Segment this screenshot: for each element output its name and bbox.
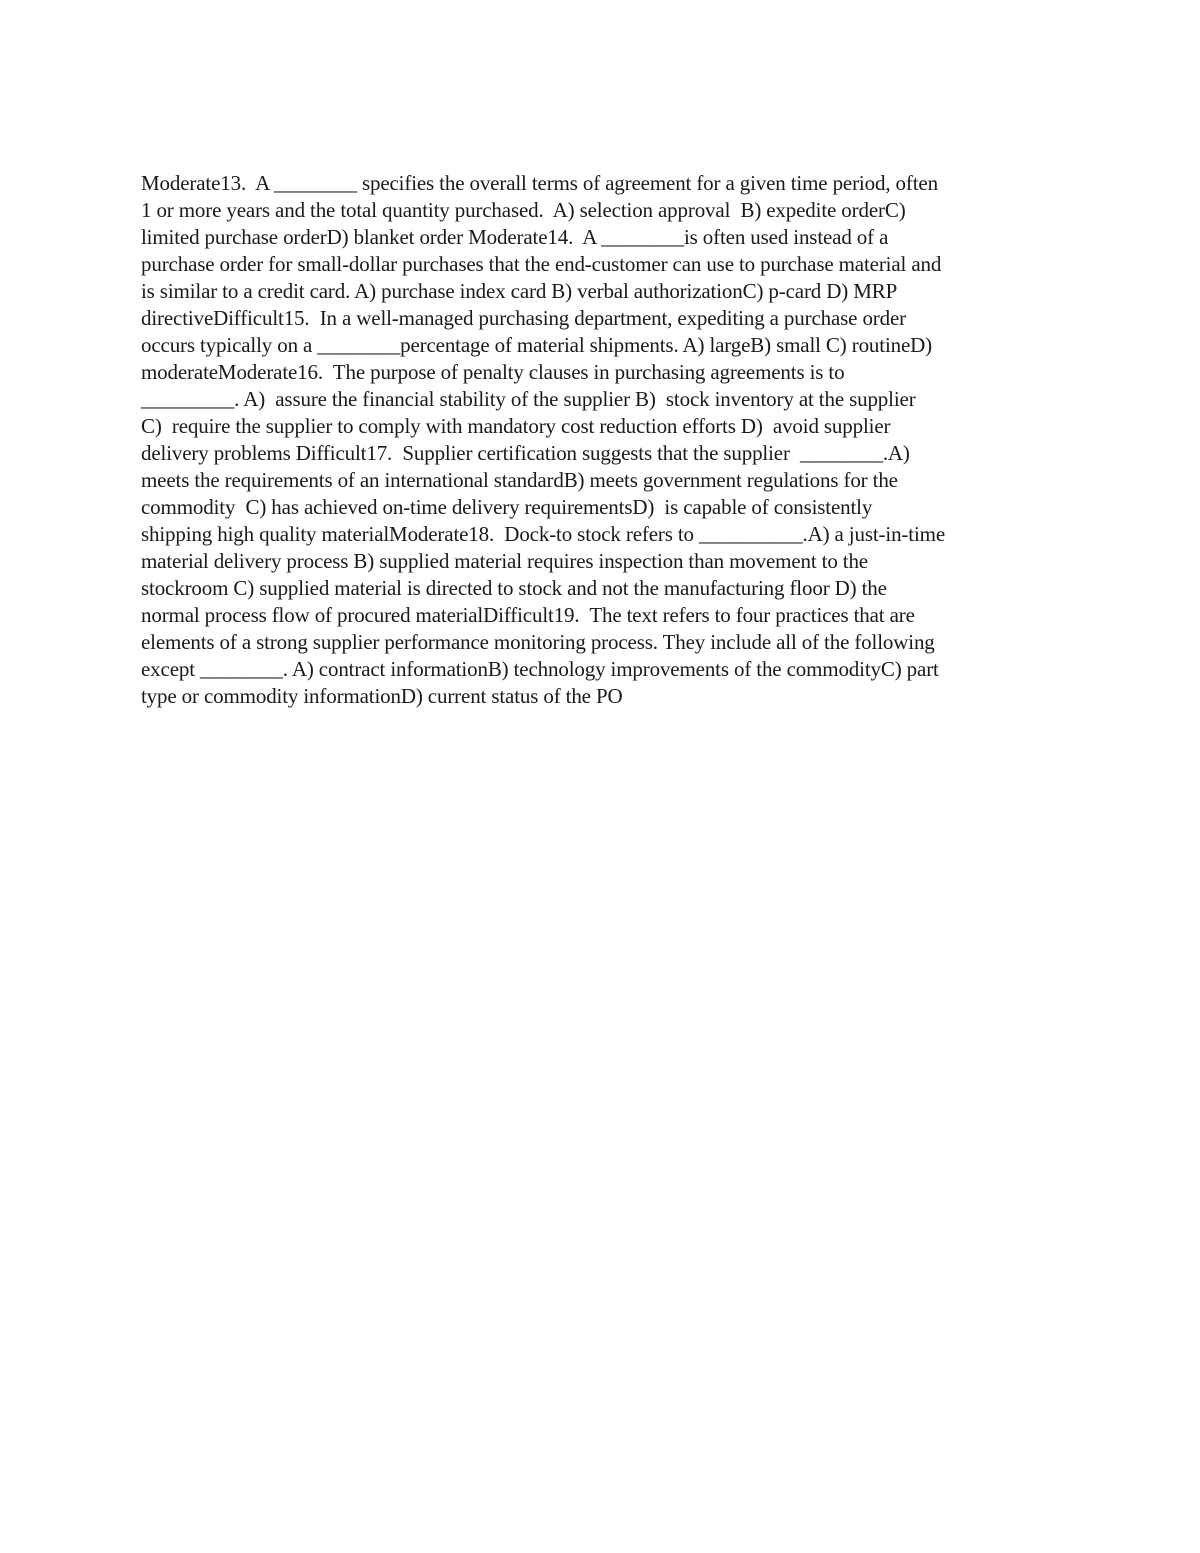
- text-line: purchase order for small-dollar purchases that the end-customer can use to purchase material and: [141, 252, 942, 276]
- text-line: type or commodity informationD) current status of the PO: [141, 684, 623, 708]
- text-line: C) require the supplier to comply with mandatory cost reduction efforts D) avoid supplier: [141, 414, 891, 438]
- text-line: shipping high quality materialModerate18. Dock-to stock refers to __________.A) a just-in-time: [141, 522, 945, 546]
- text-line: stockroom C) supplied material is directed to stock and not the manufacturing floor D) the: [141, 576, 887, 600]
- text-line: 1 or more years and the total quantity purchased. A) selection approval B) expedite orderC): [141, 198, 906, 222]
- text-line: occurs typically on a ________percentage of material shipments. A) largeB) small C) routineD): [141, 333, 933, 357]
- text-line: moderateModerate16. The purpose of penalty clauses in purchasing agreements is to: [141, 360, 845, 384]
- text-line: elements of a strong supplier performance monitoring process. They include all of the following: [141, 630, 935, 654]
- text-line: commodity C) has achieved on-time delivery requirementsD) is capable of consistently: [141, 495, 873, 519]
- text-line: delivery problems Difficult17. Supplier certification suggests that the supplier ________.A): [141, 441, 910, 465]
- text-line: meets the requirements of an international standardB) meets government regulations for the: [141, 468, 898, 492]
- text-line: Moderate13. A ________ specifies the overall terms of agreement for a given time period, often: [141, 171, 938, 195]
- text-line: directiveDifficult15. In a well-managed purchasing department, expediting a purchase order: [141, 306, 907, 330]
- text-line: normal process flow of procured materialDifficult19. The text refers to four practices that are: [141, 603, 915, 627]
- question-text-block: [141, 170, 1071, 710]
- text-line: is similar to a credit card. A) purchase index card B) verbal authorizationC) p-card D) MRP: [141, 279, 898, 303]
- text-line: material delivery process B) supplied material requires inspection than movement to the: [141, 549, 868, 573]
- text-line: except ________. A) contract informationB) technology improvements of the commodityC) part: [141, 657, 939, 681]
- text-line: limited purchase orderD) blanket order Moderate14. A ________is often used instead of a: [141, 225, 889, 249]
- text-line: _________. A) assure the financial stability of the supplier B) stock inventory at the supplier: [141, 387, 916, 411]
